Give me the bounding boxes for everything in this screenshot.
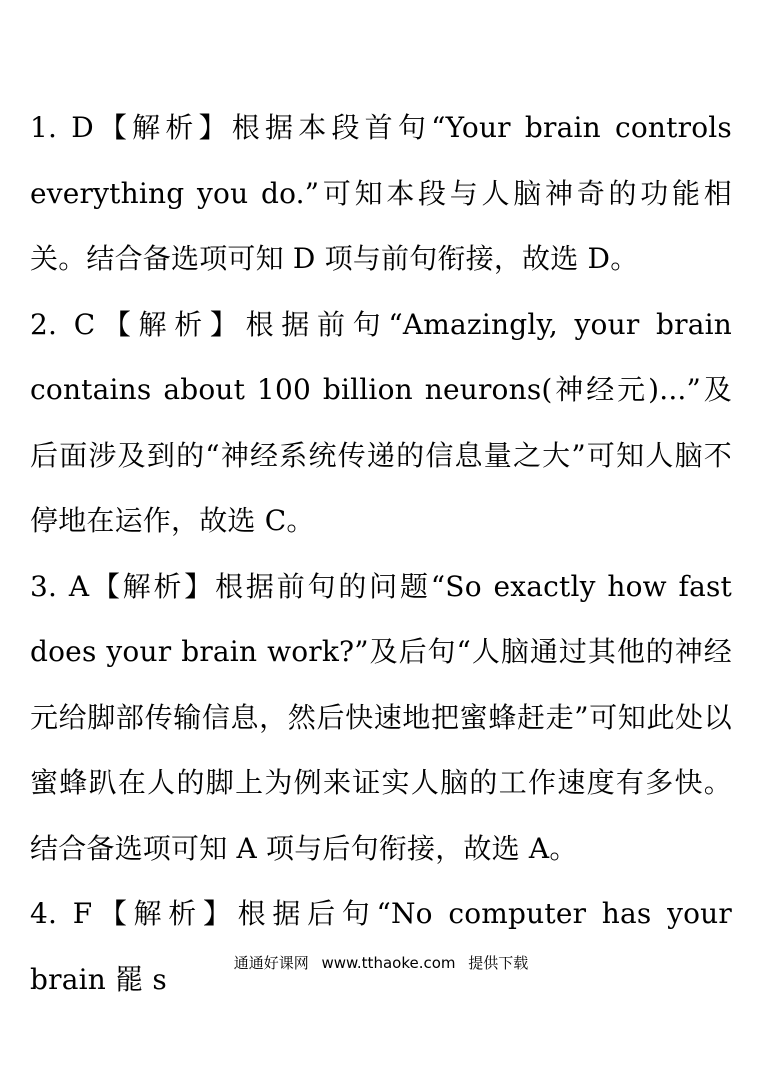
answer-item-2: 2. C【解析】根据前句“Amazingly, your brain contains about 100 billion neurons(神经元)...”及后面涉及到的“神经系统传递的信息量之大”可知人脑不停地在运作，故选 C。 <box>30 307 732 537</box>
answer-item-4: 4. F【解析】根据后句“No computer has your brain 罷 s <box>30 897 732 996</box>
answer-item-1: 1. D【解析】根据本段首句“Your brain controls everything you do.”可知本段与人脑神奇的功能相关。结合备选项可知 D 项与前句衔接，故选 D。 <box>30 111 732 275</box>
answer-item-3: 3. A【解析】根据前句的问题“So exactly how fast does your brain work?”及后句“人脑通过其他的神经元给脚部传输信息，然后快速地把蜜蜂赶走”可知此处以蜜蜂趴在人的脚上为例来证实人脑的工作速度有多快。结合备选项可知 A 项与后句衔接，故选 A。 <box>30 569 732 865</box>
footer-tagline: 提供下载 <box>468 954 529 972</box>
footer-url: www.tthaoke.com <box>321 954 456 972</box>
answer-key <box>30 95 732 1012</box>
footer-site-name: 通通好课网 <box>233 954 309 972</box>
page-footer <box>0 952 762 973</box>
